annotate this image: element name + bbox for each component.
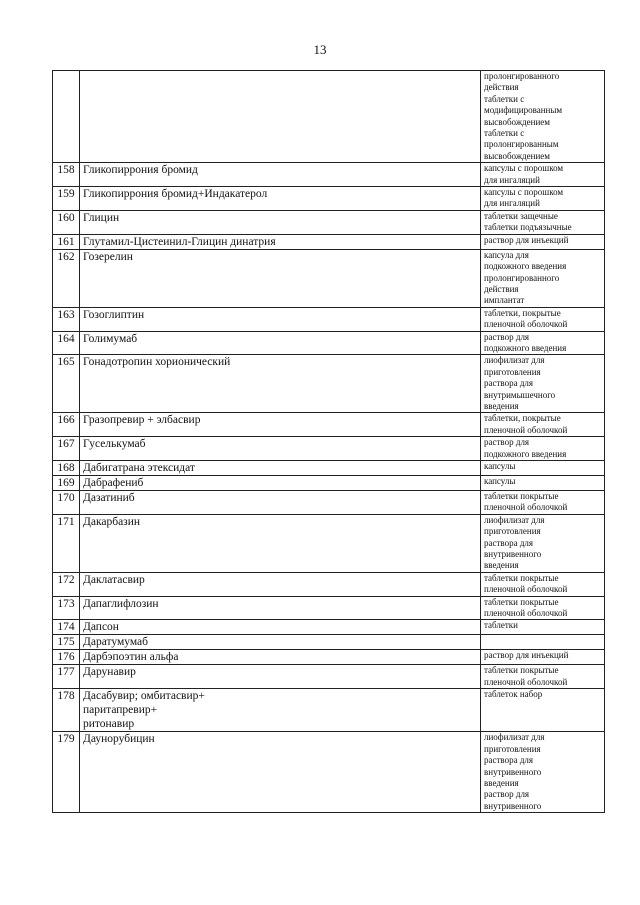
dosage-form: лиофилизат для [484,355,545,366]
dosage-form: пролонгированного [484,272,560,283]
dosage-form: лиофилизат для [484,514,545,525]
dosage-form: раствор для инъекций [484,650,569,661]
dosage-form: таблетки покрытые [484,491,559,501]
drug-name: Гуселькумаб [83,438,146,451]
dosage-form: пленочной оболочкой [484,676,568,687]
dosage-form: подкожного введения [484,261,567,272]
row-number: 164 [53,331,80,355]
row-number: 167 [53,437,80,461]
row-number: 163 [53,307,80,331]
drug-name: Даунорубицин [83,733,155,746]
dosage-form-cell [481,461,605,476]
drug-table [52,70,605,813]
dosage-form: таблеток набор [484,689,543,700]
dosage-form: таблетки, покрытые [484,307,561,318]
row-number: 161 [53,234,80,249]
drug-name: Гликопиррония бромид+Индакатерол [83,188,268,201]
row-number: 177 [53,665,80,689]
dosage-form: таблетки с [484,128,525,139]
row-number: 165 [53,355,80,413]
row-number: 172 [53,572,80,596]
row-number: 158 [53,163,80,187]
row-number: 159 [53,187,80,211]
dosage-form: действия [484,283,519,294]
drug-name-cell [80,461,481,476]
dosage-form: таблетки покрытые [484,665,559,676]
dosage-form-cell [481,491,605,515]
row-number: 168 [53,461,80,476]
drug-name-cell [80,307,481,331]
dosage-form: введения [484,560,519,571]
dosage-form: пленочной оболочкой [484,608,568,619]
drug-name-cell [80,234,481,249]
drug-name: Даратумумаб [83,636,149,649]
row-number: 171 [53,514,80,572]
drug-name: Глицин [83,211,120,224]
drug-name: Гозоглиптин [83,308,145,321]
table-row [53,437,605,461]
dosage-form: модифицированным [484,105,563,116]
table-row [53,413,605,437]
drug-name: ритонавир [83,718,135,731]
table-row [53,163,605,187]
dosage-form-cell [481,732,605,813]
drug-name: Дарбэпоэтин альфа [83,651,179,664]
drug-name-cell [80,71,481,163]
dosage-form: раствора для [484,378,534,389]
drug-name-cell [80,210,481,234]
dosage-form: раствор для [484,331,530,342]
drug-name: Дапсон [83,621,119,634]
dosage-form: внутримышечного [484,389,556,400]
row-number: 170 [53,491,80,515]
dosage-form: таблетки покрытые [484,596,559,607]
dosage-form: раствор для [484,789,530,800]
dosage-form: раствора для [484,755,534,766]
drug-name: Дабигатрана этексидат [83,462,195,474]
row-number: 178 [53,689,80,732]
dosage-form-cell [481,476,605,491]
drug-name-cell [80,491,481,515]
dosage-form-cell [481,635,605,650]
dosage-form: приготовления [484,366,541,377]
dosage-form: введения [484,777,519,788]
dosage-form: пленочной оболочкой [484,584,568,595]
dosage-form: имплантат [484,295,525,306]
dosage-form: пролонгированного [484,71,560,81]
dosage-form: таблетки с [484,93,525,104]
drug-name-cell [80,650,481,665]
drug-name: Голимумаб [83,332,138,345]
table-row [53,331,605,355]
drug-name: Глутамил-Цистеинил-Глицин динатрия [83,235,276,248]
dosage-form-cell [481,620,605,635]
row-number: 174 [53,620,80,635]
dosage-form: высвобождением [484,150,550,161]
dosage-form: подкожного введения [484,342,567,353]
row-number: 166 [53,413,80,437]
drug-name: Даклатасвир [83,573,145,586]
dosage-form-cell [481,650,605,665]
drug-name: Гликопиррония бромид [83,164,198,177]
dosage-form-cell [481,665,605,689]
dosage-form-cell [481,307,605,331]
row-number: 169 [53,476,80,491]
dosage-form-cell [481,163,605,187]
dosage-form: пленочной оболочкой [484,319,568,330]
dosage-form: действия [484,82,519,93]
dosage-form: пролонгированным [484,139,559,150]
drug-name: Дакарбазин [83,515,141,528]
drug-name-cell [80,665,481,689]
table-row [53,234,605,249]
row-number: 160 [53,210,80,234]
dosage-form: таблетки [484,620,519,631]
drug-name-cell [80,331,481,355]
table-row [53,187,605,211]
drug-name-cell [80,689,481,732]
dosage-form-cell [481,355,605,413]
dosage-form: внутривенного [484,549,542,560]
dosage-form: для ингаляций [484,174,540,185]
dosage-form: капсула для [484,249,529,260]
dosage-form: пленочной оболочкой [484,424,568,435]
dosage-form: приготовления [484,526,541,537]
dosage-form-cell [481,689,605,732]
dosage-form-cell [481,71,605,163]
drug-name: паритапревир+ [83,704,158,717]
dosage-form: пленочной оболочкой [484,502,568,513]
table-row [53,307,605,331]
drug-name-cell [80,413,481,437]
table-row [53,665,605,689]
dosage-form: раствора для [484,537,534,548]
dosage-form: таблетки защечные [484,210,558,221]
table-row [53,355,605,413]
drug-name-cell [80,620,481,635]
drug-table-body [53,71,605,813]
drug-name: Гозерелин [83,250,133,263]
drug-name-cell [80,249,481,307]
dosage-form-cell [481,596,605,620]
drug-name-cell [80,514,481,572]
table-row [53,476,605,491]
dosage-form-cell [481,572,605,596]
dosage-form-cell [481,437,605,461]
drug-name-cell [80,163,481,187]
dosage-form-cell [481,514,605,572]
drug-name-cell [80,596,481,620]
row-number [53,71,80,163]
drug-name-cell [80,437,481,461]
dosage-form: лиофилизат для [484,732,545,743]
table-row [53,71,605,163]
row-number: 175 [53,635,80,650]
drug-name-cell [80,187,481,211]
drug-name-cell [80,476,481,491]
drug-name: Дасабувир; омбитасвир+ [83,690,205,703]
table-row [53,732,605,813]
dosage-form: таблетки подъязычные [484,222,572,233]
drug-name: Дапаглифлозин [83,597,159,610]
dosage-form: раствор для [484,437,530,448]
row-number: 176 [53,650,80,665]
table-row [53,514,605,572]
drug-name: Гонадотропин хорионический [83,356,231,369]
dosage-form: введения [484,400,519,411]
dosage-form-cell [481,413,605,437]
drug-name-cell [80,355,481,413]
drug-name-cell [80,572,481,596]
dosage-form: внутривенного [484,766,542,777]
dosage-form: капсулы [484,461,516,471]
dosage-form: для ингаляций [484,198,540,209]
table-row [53,689,605,732]
row-number: 173 [53,596,80,620]
dosage-form: подкожного введения [484,448,567,459]
dosage-form: таблетки, покрытые [484,413,561,424]
table-row [53,249,605,307]
dosage-form: капсулы с порошком [484,187,564,198]
dosage-form: раствор для инъекций [484,234,569,245]
dosage-form-cell [481,187,605,211]
table-row [53,620,605,635]
table-row [53,210,605,234]
dosage-form-cell [481,249,605,307]
dosage-form: приготовления [484,743,541,754]
drug-name-cell [80,635,481,650]
drug-name: Гразопревир + элбасвир [83,414,201,427]
drug-name-cell [80,732,481,813]
dosage-form: высвобождением [484,116,550,127]
page-number: 13 [313,42,327,57]
drug-name: Дазатиниб [83,492,135,504]
drug-name: Дарунавир [83,666,136,679]
dosage-form-cell [481,331,605,355]
row-number: 179 [53,732,80,813]
table-row [53,572,605,596]
dosage-form: внутривенного [484,800,542,811]
table-row [53,461,605,476]
dosage-form: капсулы с порошком [484,163,564,174]
dosage-form: таблетки покрытые [484,572,559,583]
dosage-form-cell [481,234,605,249]
table-row [53,650,605,665]
drug-name: Дабрафениб [83,477,144,489]
dosage-form: капсулы [484,476,516,486]
table-row [53,596,605,620]
table-row [53,491,605,515]
row-number: 162 [53,249,80,307]
dosage-form-cell [481,210,605,234]
table-row [53,635,605,650]
